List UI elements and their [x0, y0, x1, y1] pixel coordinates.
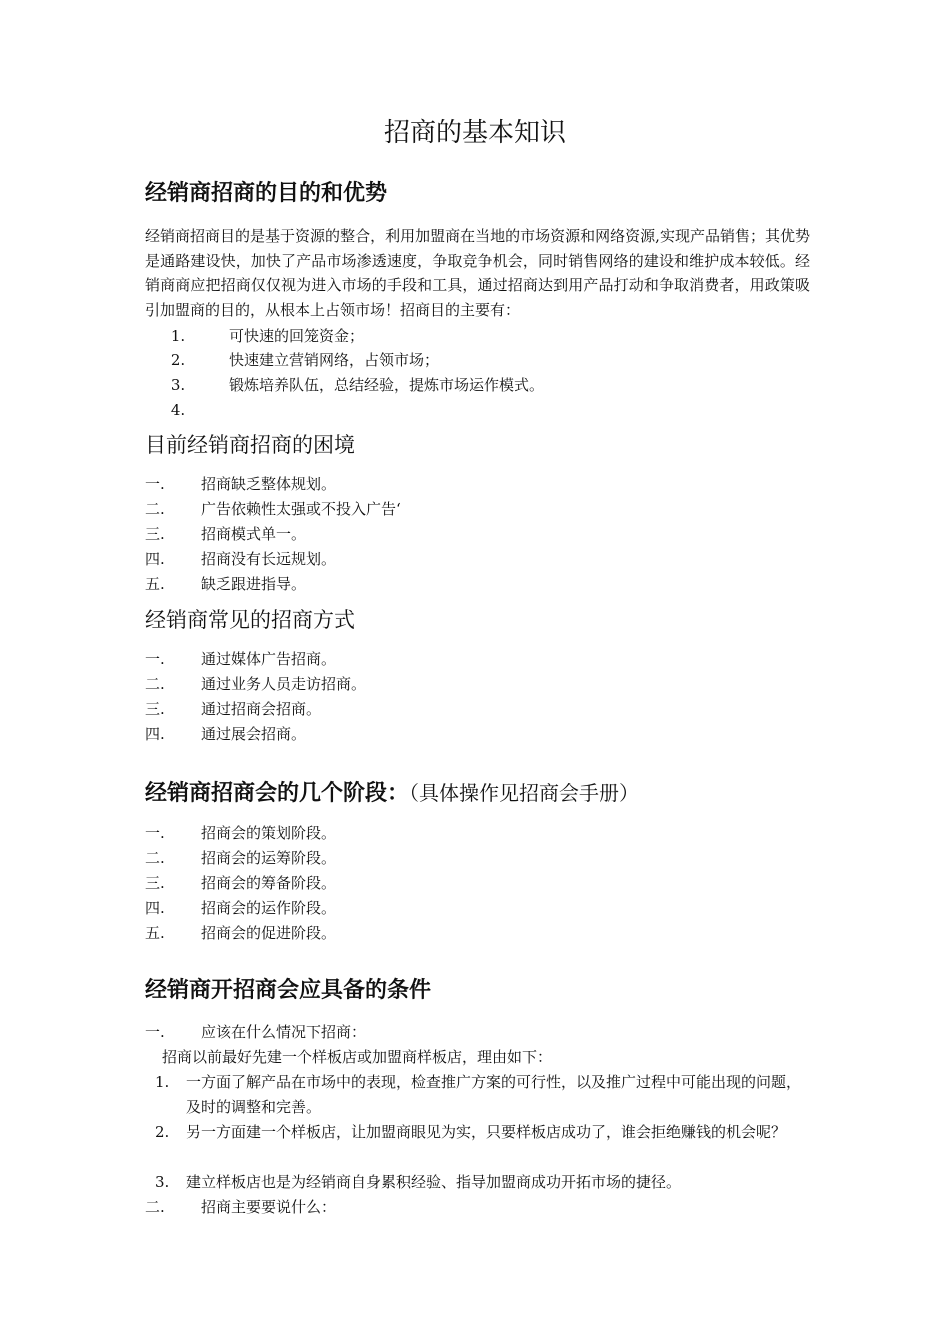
list-text: 招商没有长远规划。 [201, 550, 337, 568]
section-heading-difficulties: 目前经销商招商的困境 [145, 433, 355, 457]
section-heading-methods: 经销商常见的招商方式 [145, 608, 355, 632]
list-text: 广告依赖性太强或不投入广告‘ [201, 500, 401, 518]
list-text: 锻炼培养队伍，总结经验，提炼市场运作模式。 [229, 376, 545, 394]
list-text: 招商会的运作阶段。 [201, 899, 337, 917]
section-heading-purpose: 经销商招商的目的和优势 [145, 181, 388, 206]
list-number: 2. [170, 351, 186, 369]
section-heading-stages [145, 776, 639, 807]
reason-number: 2. [155, 1123, 170, 1141]
list-text: 招商缺乏整体规划。 [201, 475, 337, 493]
section-heading-stages-note: （具体操作见招商会手册） [409, 781, 640, 805]
list-number: 一. [145, 1023, 165, 1041]
list-text: 招商会的促进阶段。 [201, 924, 337, 942]
conditions-intro: 招商以前最好先建一个样板店或加盟商样板店，理由如下： [162, 1048, 553, 1066]
list-number: 四. [145, 725, 165, 743]
list-number: 五. [145, 924, 165, 942]
list-text: 快速建立营销网络，占领市场； [229, 351, 440, 369]
reason-number: 3. [155, 1173, 170, 1191]
list-number: 一. [145, 824, 165, 842]
list-text: 通过媒体广告招商。 [201, 650, 337, 668]
list-text: 通过招商会招商。 [201, 700, 322, 718]
list-number: 1. [170, 327, 186, 345]
reason-text: 建立样板店也是为经销商自身累积经验、指导加盟商成功开拓市场的捷径。 [186, 1173, 682, 1191]
list-text: 可快速的回笼资金； [229, 327, 365, 345]
document-title: 招商的基本知识 [383, 118, 566, 148]
list-number: 二. [145, 500, 165, 518]
section-paragraph-purpose: 经销商招商目的是基于资源的整合，利用加盟商在当地的市场资源和网络资源,实现产品销售；其优势是通路建设快，加快了产品市场渗透速度，争取竞争机会，同时销售网络的建设和维护成本较低。经销商商应把招商仅仅视为进入市场的手段和工具，通过招商达到用产品打动和争取消费者，用政策吸引加盟商的目的，从根本上占领市场！招商目的主要有： [145, 227, 810, 319]
list-number: 五. [145, 575, 165, 593]
list-text: 招商会的筹备阶段。 [201, 874, 337, 892]
section-heading-conditions: 经销商开招商会应具备的条件 [145, 978, 432, 1003]
reason-number: 1. [155, 1073, 170, 1091]
reason-text: 另一方面建一个样板店，让加盟商眼见为实，只要样板店成功了，谁会拒绝赚钱的机会呢？ [186, 1123, 787, 1141]
list-text: 招商会的运筹阶段。 [201, 849, 337, 867]
list-number: 四. [145, 899, 165, 917]
list-number: 三. [145, 700, 165, 718]
list-number: 二. [145, 675, 165, 693]
list-number: 三. [145, 874, 165, 892]
list-text: 招商会的策划阶段。 [201, 824, 337, 842]
section-heading-stages-main: 经销商招商会的几个阶段： [145, 781, 410, 806]
list-number: 4. [170, 401, 186, 419]
list-number: 二. [145, 1198, 165, 1216]
list-number: 3. [170, 376, 186, 394]
reason-text: 一方面了解产品在市场中的表现，检查推广方案的可行性，以及推广过程中可能出现的问题，及时的调整和完善。 [186, 1073, 802, 1116]
list-number: 四. [145, 550, 165, 568]
list-text: 应该在什么情况下招商： [201, 1023, 367, 1041]
list-number: 一. [145, 650, 165, 668]
list-number: 三. [145, 525, 165, 543]
list-text: 通过业务人员走访招商。 [201, 675, 367, 693]
list-number: 二. [145, 849, 165, 867]
list-text: 招商模式单一。 [201, 525, 307, 543]
list-number: 一. [145, 475, 165, 493]
list-text: 缺乏跟进指导。 [201, 575, 307, 593]
list-text: 通过展会招商。 [201, 725, 307, 743]
list-text: 招商主要要说什么： [201, 1198, 337, 1216]
